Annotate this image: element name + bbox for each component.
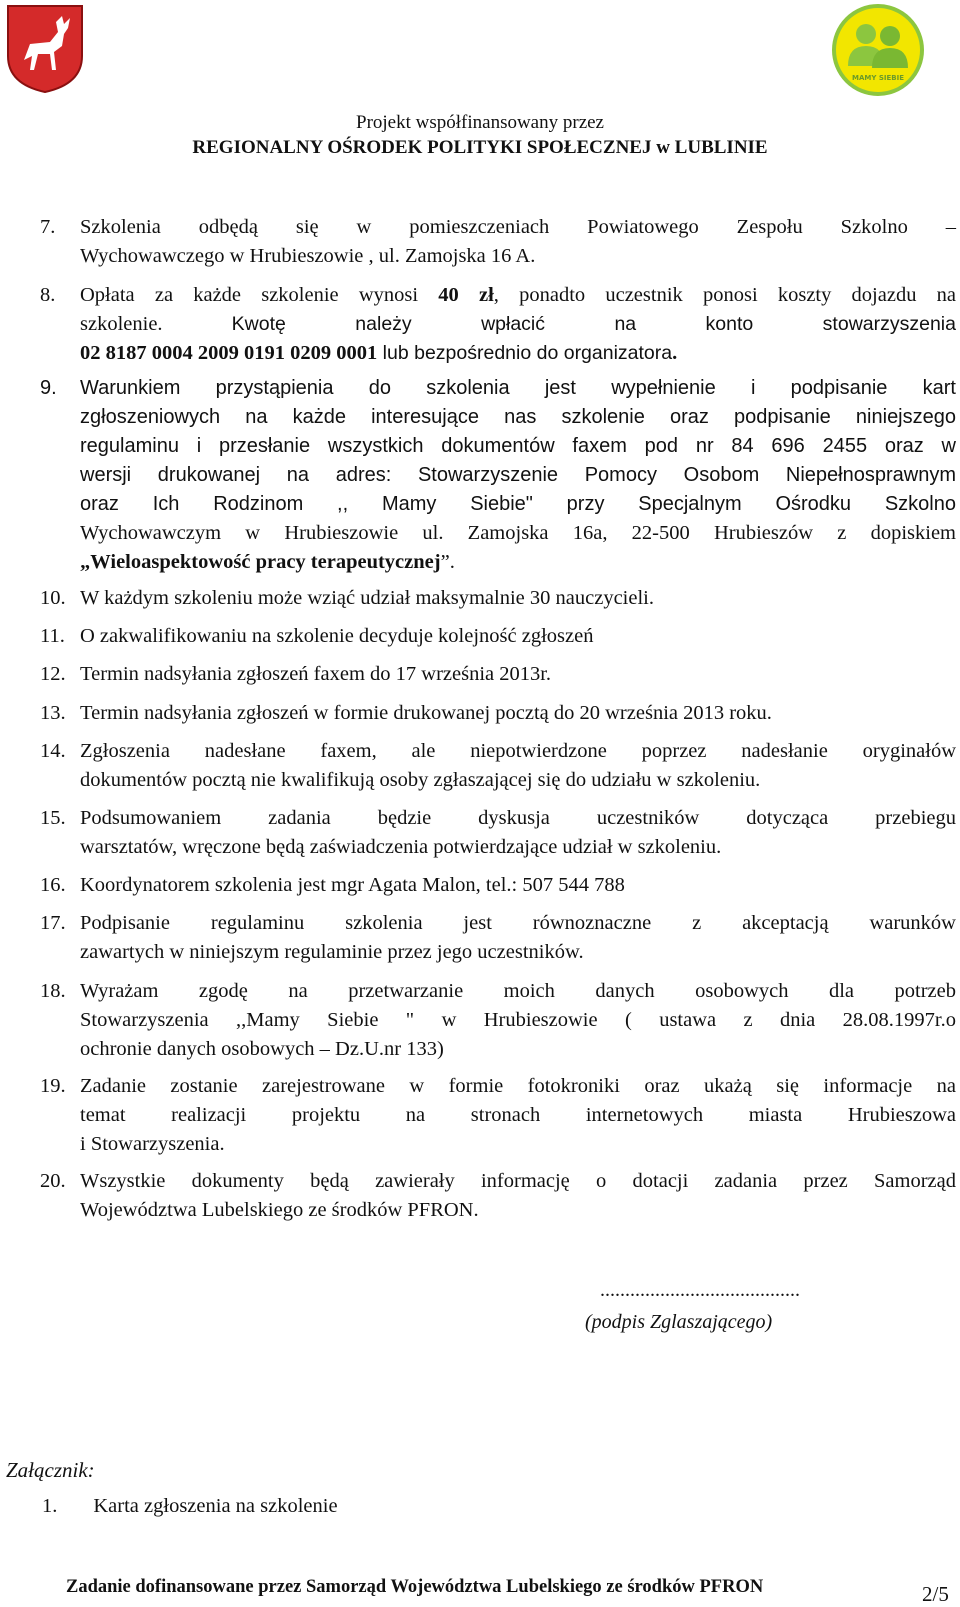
item-text: szkolenie. Kwotę należy wpłacić na konto stowarzyszenia bbox=[80, 313, 956, 335]
signature-line: ........................................ bbox=[600, 1279, 800, 1301]
bank-account-number: 02 8187 0004 2009 0191 0209 0001 bbox=[80, 342, 378, 364]
item-number: 9. bbox=[40, 377, 57, 399]
item-text: Wychowawczego w Hrubieszowie , ul. Zamojska 16 A. bbox=[80, 245, 536, 267]
svg-text:MAMY SIEBIE: MAMY SIEBIE bbox=[851, 74, 905, 82]
page-number: 2/5 bbox=[922, 1582, 949, 1606]
attachment-item: 1. Karta zgłoszenia na szkolenie bbox=[42, 1495, 338, 1517]
header-line-1: Projekt współfinansowany przez bbox=[356, 112, 604, 133]
attachment-heading: Załącznik: bbox=[6, 1458, 95, 1482]
mamy-siebie-logo bbox=[826, 4, 930, 96]
emphasized-title: „Wieloaspektowość pracy terapeutycznej bbox=[80, 551, 441, 573]
signature-label: (podpis Zglaszającego) bbox=[585, 1311, 773, 1333]
coat-of-arms-logo bbox=[6, 4, 84, 94]
item-number: 8. bbox=[40, 284, 56, 306]
item-text: Opłata za każde szkolenie wynosi 40 zł, ponadto uczestnik ponosi koszty dojazdu na bbox=[80, 284, 956, 306]
item-text: 02 8187 0004 2009 0191 0209 0001 lub bezpośrednio do organizatora. bbox=[80, 342, 678, 364]
footer-funding-note: Zadanie dofinansowane przez Samorząd Województwa Lubelskiego ze środków PFRON bbox=[66, 1577, 764, 1597]
header-line-2: REGIONALNY OŚRODEK POLITYKI SPOŁECZNEJ w LUBLINIE bbox=[192, 137, 768, 158]
item-text: Szkolenia odbędą się w pomieszczeniach Powiatowego Zespołu Szkolno – bbox=[80, 216, 956, 238]
item-number: 7. bbox=[40, 216, 56, 238]
